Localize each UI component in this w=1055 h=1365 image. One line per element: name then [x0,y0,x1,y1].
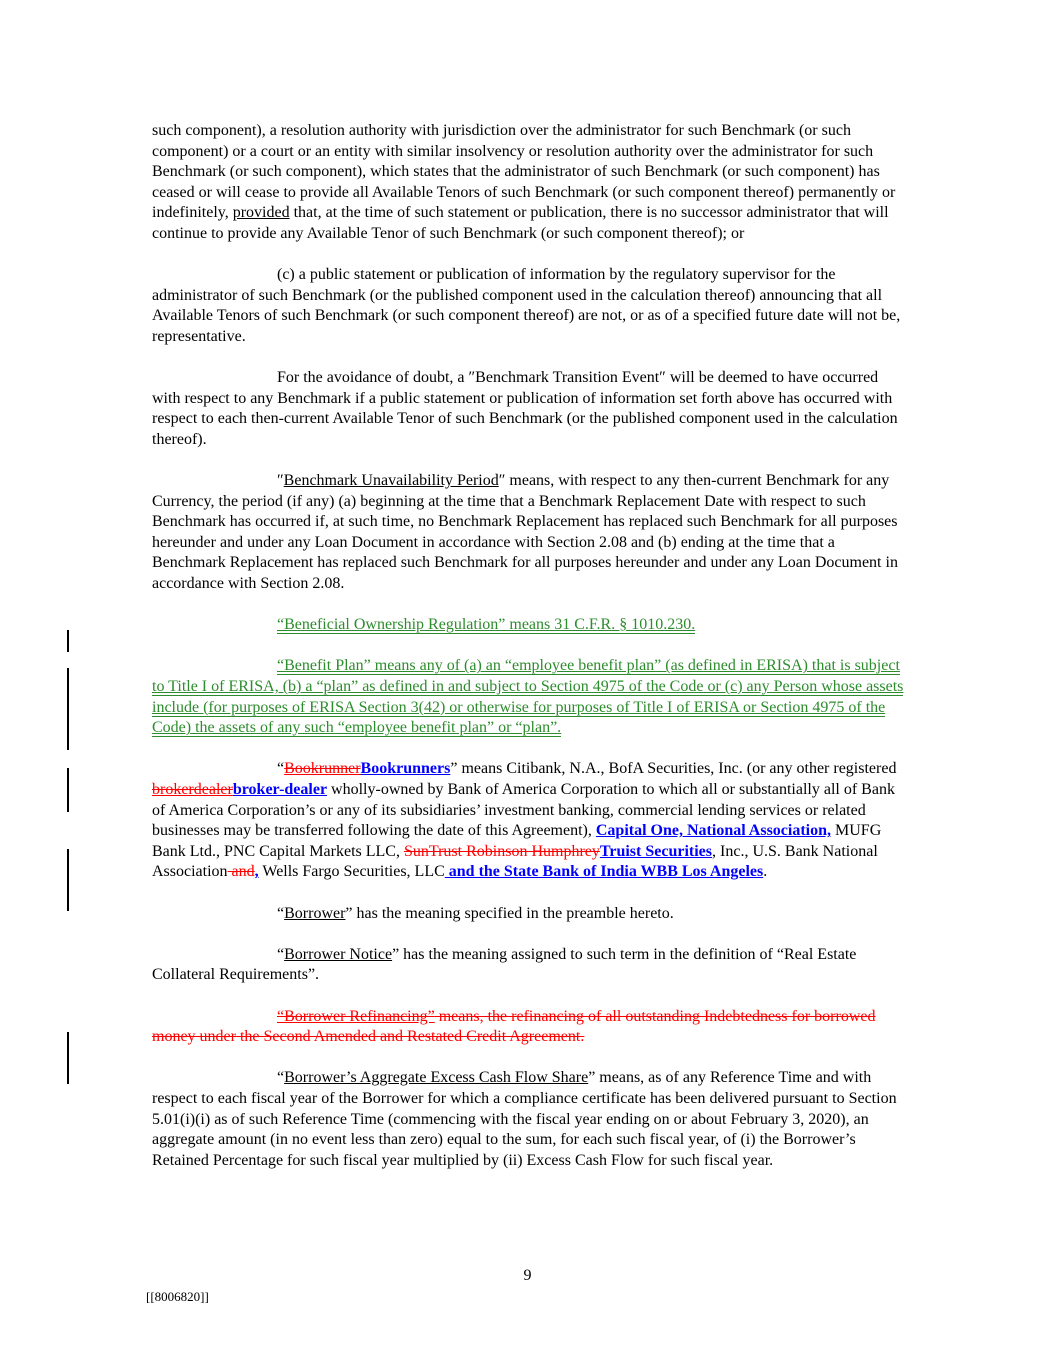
text-run-plain: Wells Fargo Securities, LLC [258,863,445,881]
text-run-plain: ” means, as of any Reference Time and with respect to each fiscal year of the Borrower for which a compliance certificate has been delivered pursuant to Section 5.01(i)(i) as of such Reference Time (commencing with the fiscal year ending on or about February 3, 2020), an aggregate amount (in no event less than zero) equal to the sum, for each such fiscal year, of (i) the Borrower’s Retained Percentage for such fiscal year multiplied by (ii) Excess Cash Flow for such fiscal year. [152,1069,897,1169]
text-run-plain: (c) a public statement or publication of information by the regulatory supervisor for the administrator of such Benchmark (or the published component used in the calculation thereof) announcing that all Available Tenors of such Benchmark (or such component thereof) are not, or as of a specified future date will not be, representative. [152,266,901,345]
text-run-plain: For the avoidance of doubt, a ″Benchmark Transition Event″ will be deemed to have occurred with respect to any Benchmark if a public statement or publication of information set forth above has occurred with respect to each then-current Available Tenor of such Benchmark (or the published component used in the calculation thereof). [152,369,898,448]
text-run-ins-b: and the State Bank of India WBB Los Angeles [444,863,764,881]
text-run-del-r-u: Bookrunner [284,760,361,778]
text-run-plain: wholly-owned by Bank of America Corporation to which all or substantially all of Bank of America Corporation’s or any of its subsidiaries’ investment banking, commercial lending services or related businesses may be transferred following the date of this Agreement), [152,781,895,840]
text-run-defterm: Borrower [284,904,346,922]
paragraph-4 [152,471,904,595]
text-run-ins-b: Capital One, National Association, [595,822,832,840]
document-body [152,121,904,1192]
text-run-plain: “ [277,1069,285,1087]
text-run-plain: that, at the time of such statement or publication, there is no successor administrator that will continue to provide any Available Tenor of such Benchmark (or such component thereof); or [152,204,889,242]
text-run-plain: MUFG Bank Ltd., PNC Capital Markets LLC, [152,822,882,860]
paragraph-10 [152,1007,904,1048]
page-number: 9 [523,1267,532,1284]
text-run-defterm: Borrower’s Aggregate Excess Cash Flow Share [284,1069,589,1087]
text-run-del-r: SunTrust Robinson Humphrey [403,842,600,860]
paragraph-6 [152,656,904,738]
text-run-ins-b: Bookrunners [360,760,451,778]
text-run-defterm: Borrower Notice [284,945,393,963]
text-run-plain: “ [277,904,285,922]
text-run-ins-b: , [254,863,259,881]
text-run-plain: , Inc., U.S. Bank National Association [152,842,878,881]
paragraph-9 [152,945,904,986]
text-run-defterm: provided [232,204,290,222]
text-run-plain: ″ means, with respect to any then-current Benchmark for any Currency, the period (if any) (a) beginning at the time that a Benchmark Replacement Date with respect to such Benchmark has occurred if, at such time, no Benchmark Replacement has replaced such Benchmark for all purposes hereunder and under any Loan Document in accordance with Section 2.08 and (b) ending at the time that a Benchmark Replacement has replaced such Benchmark for all purposes hereunder and under any Loan Document in accordance with Section 2.08. [152,472,898,593]
document-id-stamp: [[8006820]] [146,1289,209,1304]
text-run-plain: “ [277,945,285,963]
paragraph-2 [152,265,904,347]
text-run-ins-g: “Beneficial Ownership Regulation” means 31 C.F.R. § 1010.230. [277,616,696,634]
change-bar [67,849,69,911]
paragraph-1 [152,121,904,245]
text-run-plain: such component), a resolution authority with jurisdiction over the administrator for such Benchmark (or such component) or a court or an entity with similar insolvency or resolution authority over the administrator for such Benchmark (or such component), which states that the administrator of such Benchmark (or such component) has ceased or will cease to provide all Available Tenors of such Benchmark (or such component thereof) permanently or indefinitely, [152,122,896,222]
change-bar [67,1032,69,1084]
paragraph-3 [152,368,904,450]
text-run-plain: “ [277,760,285,778]
text-run-ins-b: Truist Securities [599,842,713,860]
text-run-del-r: means, the refinancing of all outstanding Indebtedness for borrowed money under the Second Amended and Restated Credit Agreement. [152,1007,876,1046]
paragraph-7 [152,759,904,883]
change-bar [67,630,69,652]
change-bar [67,668,69,750]
text-run-plain: ” has the meaning specified in the preamble hereto. [345,904,674,922]
text-run-del-r-u: “Borrower Refinancing” [277,1007,435,1025]
text-run-defterm: Benchmark Unavailability Period [283,472,499,490]
text-run-plain: ” means Citibank, N.A., BofA Securities, Inc. (or any other registered [450,760,897,778]
paragraph-11 [152,1068,904,1171]
text-run-del-r: and [227,863,255,881]
paragraph-5 [152,615,904,636]
text-run-ins-b: broker-dealer [232,781,328,798]
text-run-plain: . [763,863,768,881]
text-run-plain: ” has the meaning assigned to such term in the definition of “Real Estate Collateral Requirements”. [152,945,857,984]
paragraph-8 [152,904,904,925]
text-run-plain: ″ [277,472,284,490]
text-run-del-r-u: brokerdealer [152,781,233,798]
change-bar [67,768,69,812]
text-run-ins-g: “Benefit Plan” means any of (a) an “employee benefit plan” (as defined in ERISA) that is subject to Title I of ERISA, (b) a “plan” as defined in and subject to Section 4975 of the Code or (c) any Person whose assets include (for purposes of ERISA Section 3(42) or otherwise for purposes of Title I of ERISA or Section 4975 of the Code) the assets of any such “employee benefit plan” or “plan”. [152,657,904,737]
